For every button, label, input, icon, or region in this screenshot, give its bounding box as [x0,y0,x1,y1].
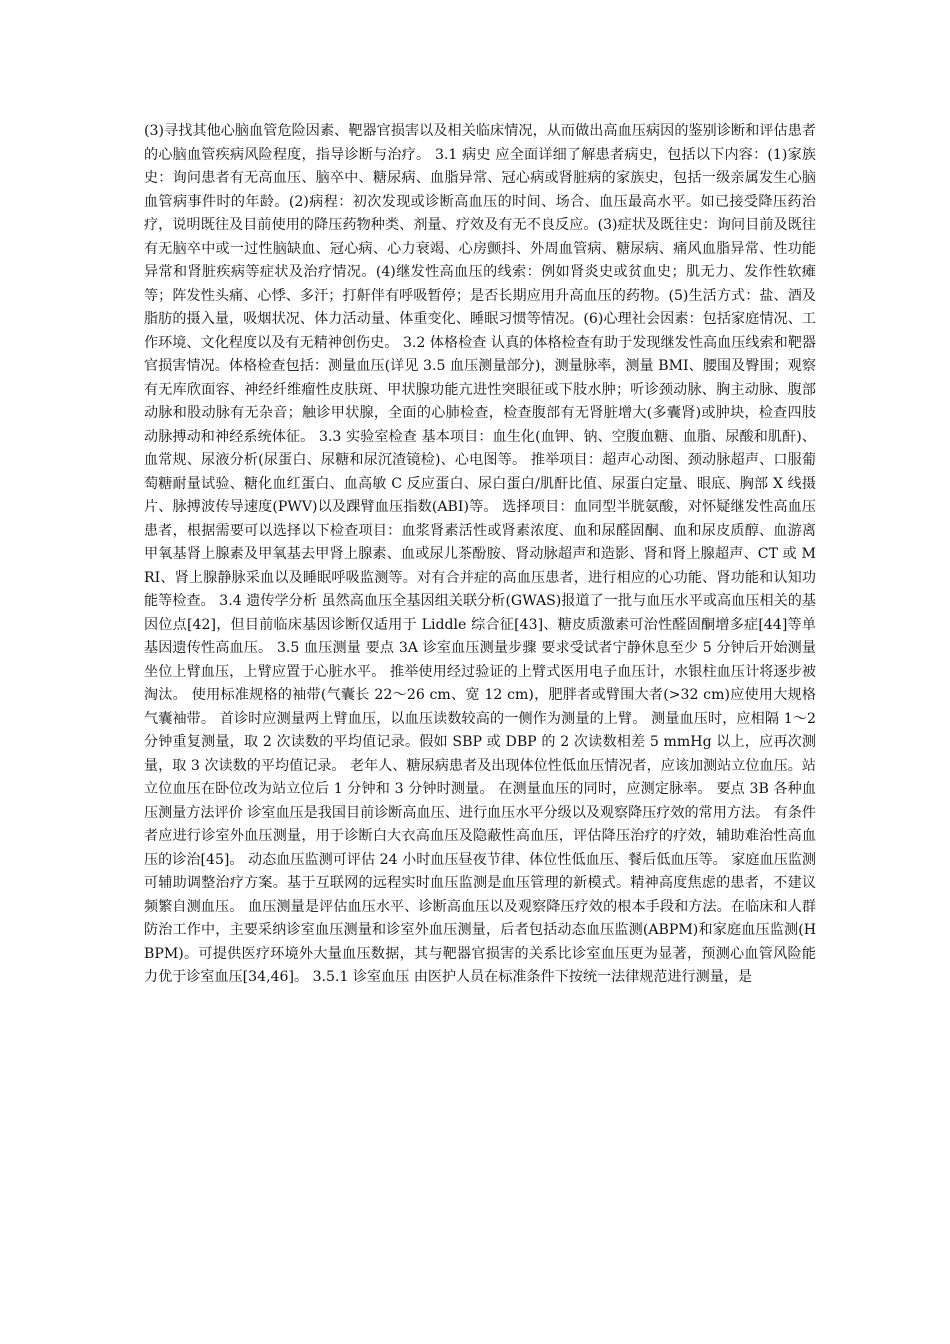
document-page [144,120,816,1220]
body-paragraph: (3)寻找其他心脑血管危险因素、靶器官损害以及相关临床情况，从而做出高血压病因的鉴别诊断和评估患者的心脑血管疾病风险程度，指导诊断与治疗。 3.1 病史 应全面详细了解患者病史，包括以下内容：(1)家族史：询问患者有无高血压、脑卒中、糖尿病、血脂异常、冠心病或肾脏病的家族史，包括一级亲属发生心脑血管病事件时的年龄。(2)病程：初次发现或诊断高血压的时间、场合、血压最高水平。如已接受降压药治疗，说明既往及目前使用的降压药物种类、剂量、疗效及有无不良反应。(3)症状及既往史：询问目前及既往有无脑卒中或一过性脑缺血、冠心病、心力衰竭、心房颤抖、外周血管病、糖尿病、痛风血脂异常、性功能异常和肾脏疾病等症状及治疗情况。(4)继发性高血压的线索：例如肾炎史或贫血史；肌无力、发作性软瘫等；阵发性头痛、心悸、多汗；打鼾伴有呼吸暂停；是否长期应用升高血压的药物。(5)生活方式：盐、酒及脂肪的摄入量，吸烟状况、体力活动量、体重变化、睡眠习惯等情况。(6)心理社会因素：包括家庭情况、工作环境、文化程度以及有无精神创伤史。 3.2 体格检查 认真的体格检查有助于发现继发性高血压线索和靶器官损害情况。体格检查包括：测量血压(详见 3.5 血压测量部分)，测量脉率，测量 BMI、腰围及臀围；观察有无库欣面容、神经纤维瘤性皮肤斑、甲状腺功能亢进性突眼征或下肢水肿；听诊颈动脉、胸主动脉、腹部动脉和股动脉有无杂音；触诊甲状腺，全面的心肺检查，检查腹部有无肾脏增大(多囊肾)或肿块，检查四肢动脉搏动和神经系统体征。 3.3 实验室检查 基本项目：血生化(血钾、钠、空腹血糖、血脂、尿酸和肌酐)、血常规、尿液分析(尿蛋白、尿糖和尿沉渣镜检)、心电图等。 推举项目：超声心动图、颈动脉超声、口服葡萄糖耐量试验、糖化血红蛋白、血高敏 C 反应蛋白、尿白蛋白/肌酐比值、尿蛋白定量、眼底、胸部 X 线摄片、脉搏波传导速度(PWV)以及踝臂血压指数(ABI)等。 选择项目：血同型半胱氨酸，对怀疑继发性高血压患者，根据需要可以选择以下检查项目：血浆肾素活性或肾素浓度、血和尿醛固酮、血和尿皮质醇、血游离甲氧基肾上腺素及甲氧基去甲肾上腺素、血或尿儿茶酚胺、肾动脉超声和造影、肾和肾上腺超声、CT 或 MRI、肾上腺静脉采血以及睡眠呼吸监测等。对有合并症的高血压患者，进行相应的心功能、肾功能和认知功能等检查。 3.4 遗传学分析 虽然高血压全基因组关联分析(GWAS)报道了一批与血压水平或高血压相关的基因位点[42]，但目前临床基因诊断仅适用于 Liddle 综合征[43]、糖皮质激素可治性醛固酮增多症[44]等单基因遗传性高血压。 3.5 血压测量 要点 3A 诊室血压测量步骤 要求受试者宁静休息至少 5 分钟后开始测量坐位上臂血压，上臂应置于心脏水平。 推举使用经过验证的上臂式医用电子血压计，水银柱血压计将逐步被淘汰。 使用标准规格的袖带(气囊长 22～26 cm、宽 12 cm)，肥胖者或臂围大者(>32 cm)应使用大规格气囊袖带。 首诊时应测量两上臂血压，以血压读数较高的一侧作为测量的上臂。 测量血压时，应相隔 1～2 分钟重复测量，取 2 次读数的平均值记录。假如 SBP 或 DBP 的 2 次读数相差 5 mmHg 以上，应再次测量，取 3 次读数的平均值记录。 老年人、糖尿病患者及出现体位性低血压情况者，应该加测站立位血压。站立位血压在卧位改为站立位后 1 分钟和 3 分钟时测量。 在测量血压的同时，应测定脉率。 要点 3B 各种血压测量方法评价 诊室血压是我国目前诊断高血压、进行血压水平分级以及观察降压疗效的常用方法。 有条件者应进行诊室外血压测量，用于诊断白大衣高血压及隐蔽性高血压，评估降压治疗的疗效，辅助难治性高血压的诊治[45]。 动态血压监测可评估 24 小时血压昼夜节律、体位性低血压、餐后低血压等。 家庭血压监测可辅助调整治疗方案。基于互联网的远程实时血压监测是血压管理的新模式。精神高度焦虑的患者，不建议频繁自测血压。 血压测量是评估血压水平、诊断高血压以及观察降压疗效的根本手段和方法。在临床和人群防治工作中，主要采纳诊室血压测量和诊室外血压测量，后者包括动态血压监测(ABPM)和家庭血压监测(HBPM)。可提供医疗环境外大量血压数据，其与靶器官损害的关系比诊室血压更为显著，预测心血管风险能力优于诊室血压[34,46]。 3.5.1 诊室血压 由医护人员在标准条件下按统一法律规范进行测量，是 [144,123,816,985]
